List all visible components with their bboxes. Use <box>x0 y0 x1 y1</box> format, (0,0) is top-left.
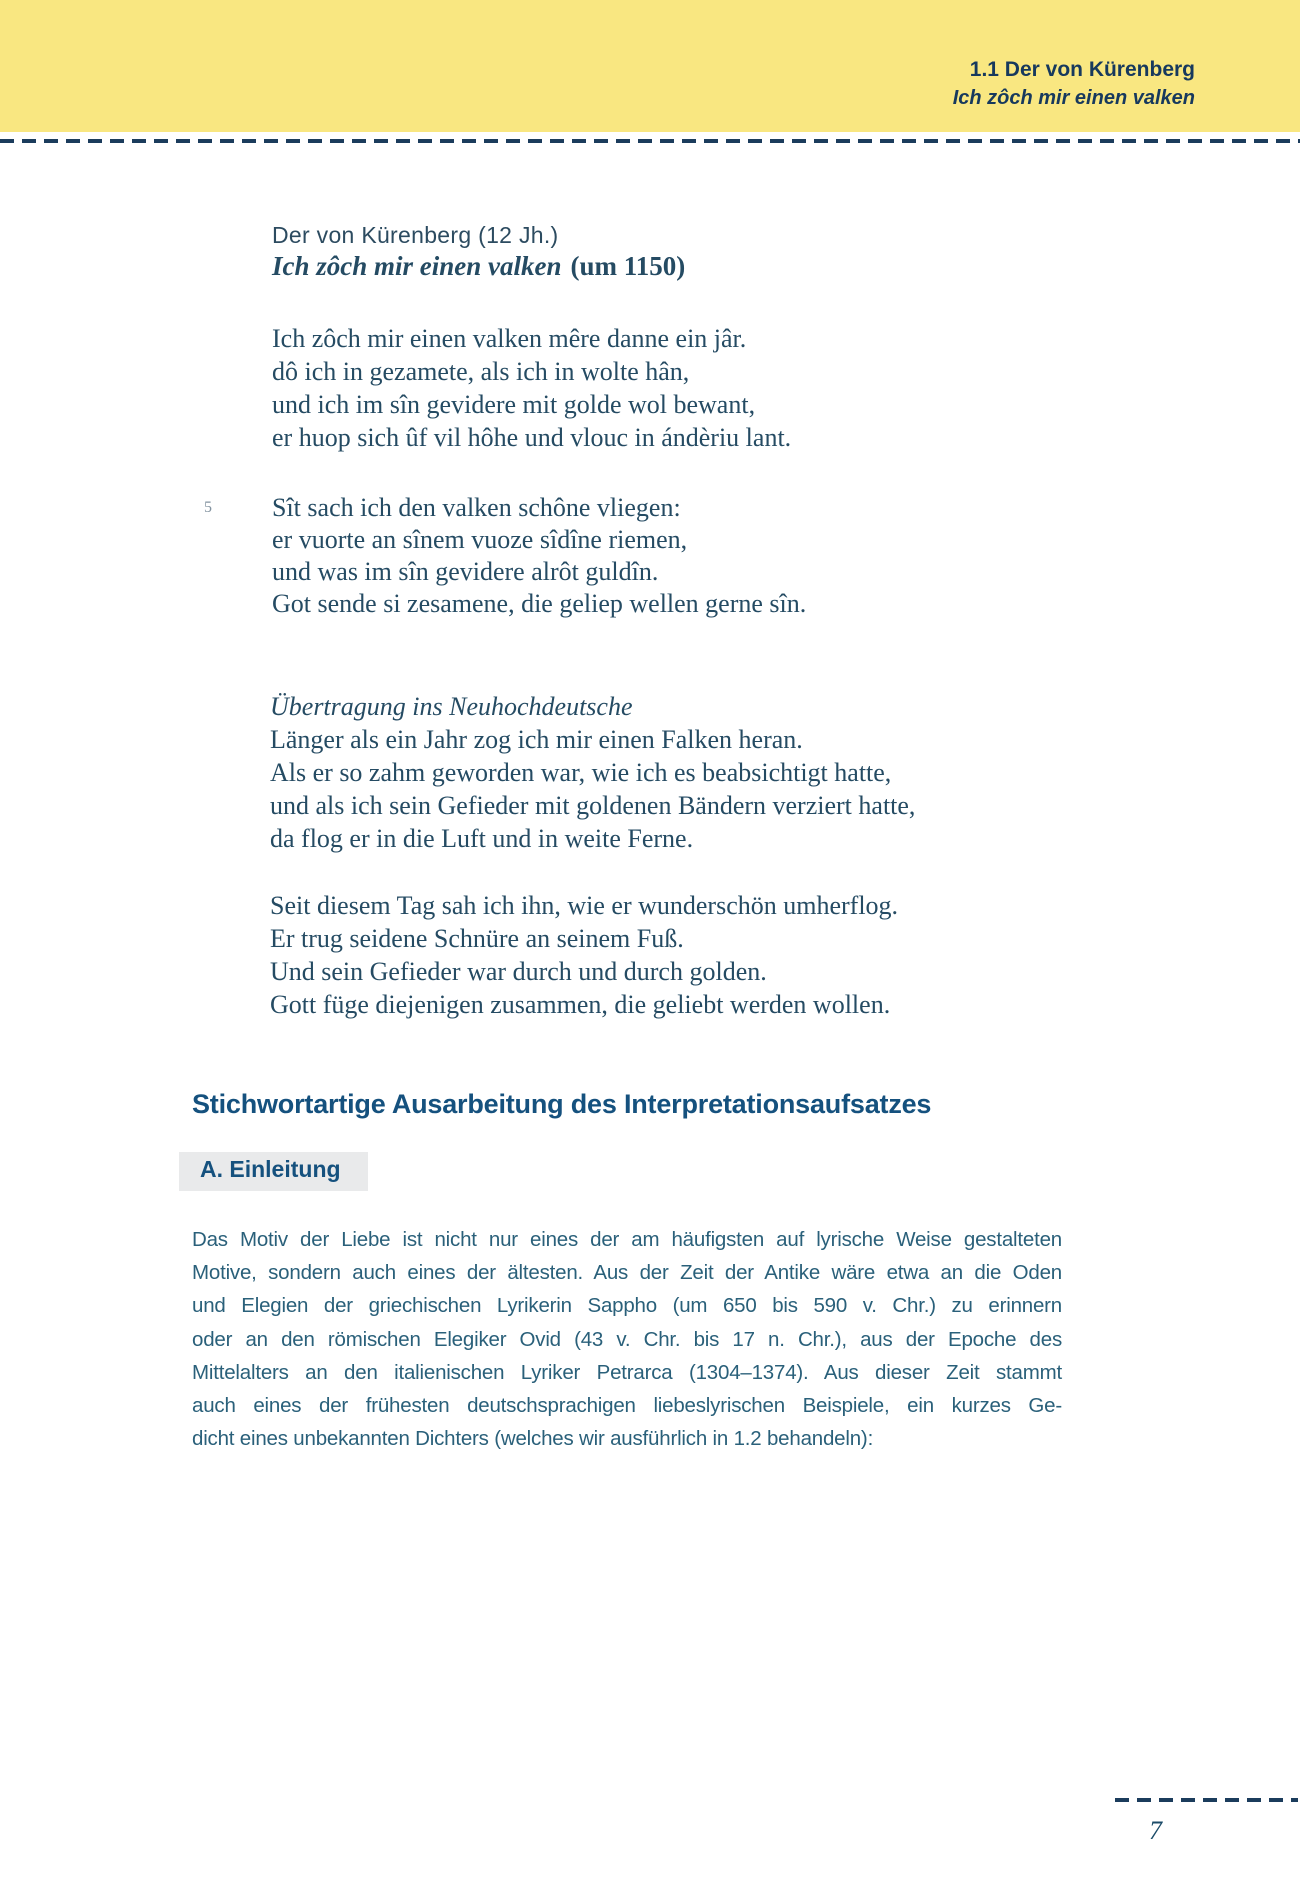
poem-line: er huop sich ûf vil hôhe und vlouc in ándèriu lant. <box>272 423 792 452</box>
verse-line-number: 5 <box>204 499 212 516</box>
poem-line: dô ich in gezamete, als ich in wolte hân, <box>272 357 690 386</box>
poem-title-italic: Ich zôch mir einen valken <box>272 251 562 281</box>
footer-dashed-rule <box>1115 1798 1298 1802</box>
paragraph-line: Mittelalters an den italienischen Lyriker Petrarca (1304–1374). Aus dieser Zeit stammt <box>192 1360 1062 1384</box>
translation-line: Gott füge diejenigen zusammen, die geliebt werden wollen. <box>270 990 891 1019</box>
poem-line: Ich zôch mir einen valken mêre danne ein jâr. <box>272 324 747 353</box>
poem-stanza-1 <box>272 322 791 454</box>
paragraph-line: oder an den römischen Elegiker Ovid (43 v. Chr. bis 17 n. Chr.), aus der Epoche des <box>192 1327 1062 1351</box>
translation-line: und als ich sein Gefieder mit goldenen Bändern verziert hatte, <box>270 791 916 820</box>
running-head <box>953 56 1195 112</box>
poem-stanza-2 <box>272 492 806 620</box>
translation-stanza-2 <box>270 889 898 1021</box>
paragraph-line: Motive, sondern auch eines der ältesten. Aus der Zeit der Antike wäre etwa an die Oden <box>192 1261 1062 1285</box>
header-dashed-rule <box>0 139 1300 143</box>
paragraph-line: dicht eines unbekannten Dichters (welches wir ausführlich in 1.2 behandeln): <box>192 1427 874 1451</box>
chapter-title: 1.1 Der von Kürenberg <box>969 58 1195 81</box>
poem-title-date: (um 1150) <box>570 251 686 281</box>
translation-line: da flog er in die Luft und in weite Ferne. <box>270 824 694 853</box>
translation-line: Seit diesem Tag sah ich ihn, wie er wunderschön umherflog. <box>270 891 899 920</box>
section-heading: Stichwortartige Ausarbeitung des Interpretationsaufsatzes <box>192 1089 932 1119</box>
paragraph-line: auch eines der frühesten deutschsprachigen liebeslyrischen Beispiele, ein kurzes Ge- <box>192 1394 1062 1418</box>
poem-line: und ich im sîn gevidere mit golde wol bewant, <box>272 390 756 419</box>
body-paragraph <box>192 1223 1062 1455</box>
chapter-subtitle: Ich zôch mir einen valken <box>952 87 1195 109</box>
translation-heading: Übertragung ins Neuhochdeutsche <box>270 692 633 721</box>
poem-line: Got sende si zesamene, die geliep wellen gerne sîn. <box>272 589 807 618</box>
translation-stanza-1 <box>270 723 915 855</box>
translation-line: Und sein Gefieder war durch und durch golden. <box>270 957 767 986</box>
poem-author: Der von Kürenberg (12 Jh.) <box>272 222 559 248</box>
translation-line: Länger als ein Jahr zog ich mir einen Falken heran. <box>270 725 803 754</box>
page-number: 7 <box>1149 1816 1162 1845</box>
paragraph-line: und Elegien der griechischen Lyrikerin Sappho (um 650 bis 590 v. Chr.) zu erinnern <box>192 1294 1062 1318</box>
page-header-band <box>0 0 1300 132</box>
translation-line: Er trug seidene Schnüre an seinem Fuß. <box>270 924 684 953</box>
poem-line: Sît sach ich den valken schône vliegen: <box>272 493 681 522</box>
paragraph-line: Das Motiv der Liebe ist nicht nur eines der am häufigsten auf lyrische Weise gestalteten <box>192 1228 1062 1251</box>
subsection-heading-box: A. Einleitung <box>179 1152 368 1191</box>
translation-line: Als er so zahm geworden war, wie ich es beabsichtigt hatte, <box>270 758 892 787</box>
poem-title <box>272 251 685 282</box>
poem-line: er vuorte an sînem vuoze sîdîne riemen, <box>272 525 688 554</box>
poem-line: und was im sîn gevidere alrôt guldîn. <box>272 557 659 586</box>
